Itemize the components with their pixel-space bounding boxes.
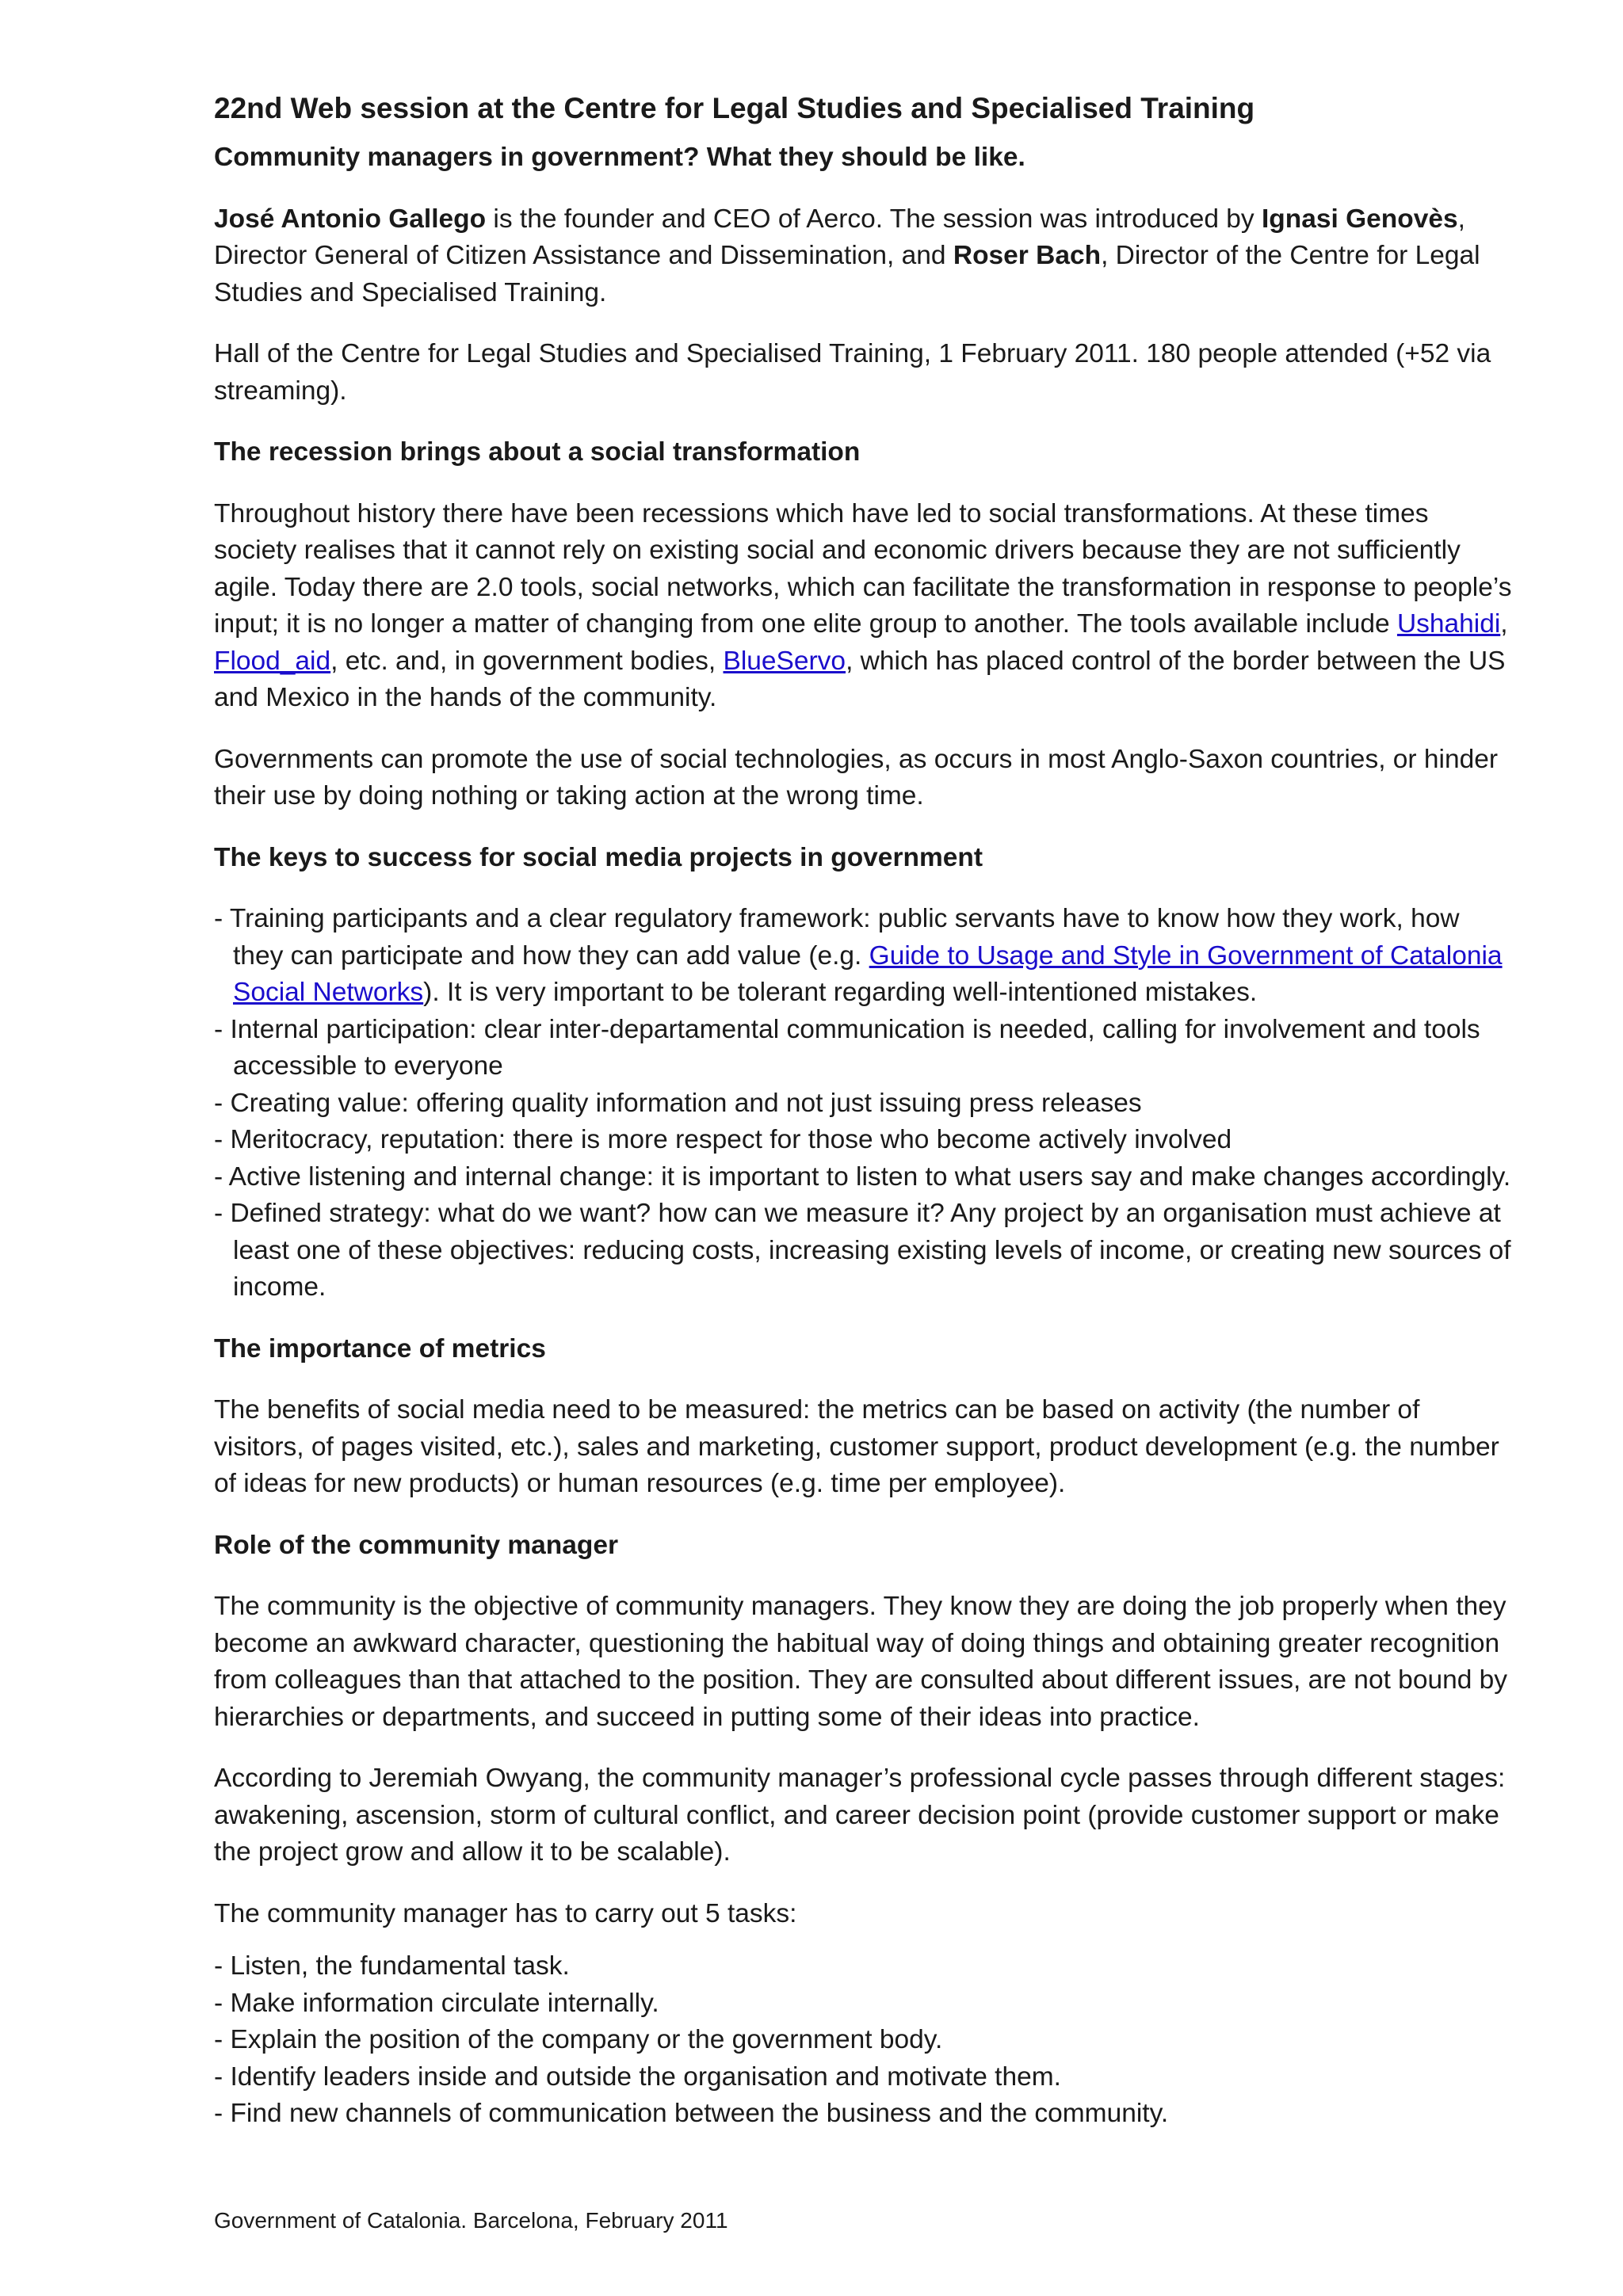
list-item: - Explain the position of the company or the government body.	[214, 2025, 943, 2054]
speaker-description: is the founder and CEO of Aerco. The session was introduced by	[486, 204, 1262, 234]
list-item-text: ). It is very important to be tolerant regarding well-intentioned mistakes.	[423, 978, 1258, 1007]
section-heading-keys-to-success: The keys to success for social media projects in government	[214, 842, 983, 872]
list-item-text: - Training participants and a clear regulatory framework: public servants have to know how they work, how they can participate and how they can add value (e.g.	[214, 904, 1460, 971]
introducer-2-name: Roser Bach	[953, 241, 1102, 270]
recession-text-b: , etc. and, in government bodies,	[330, 646, 724, 676]
intro-paragraph	[214, 201, 1514, 312]
list-item: - Find new channels of communication between the business and the community.	[214, 2099, 1169, 2128]
community-manager-paragraph-2: According to Jeremiah Owyang, the community manager’s professional cycle passes through different stages: awakening, ascension, storm of cultural conflict, and career decision point (provide customer support or make the project grow and allow it to be scalable).	[214, 1764, 1506, 1867]
tasks-list	[214, 1948, 1514, 2133]
link-separator: ,	[1500, 609, 1508, 639]
section-heading-community-manager: Role of the community manager	[214, 1530, 619, 1560]
venue-paragraph: Hall of the Centre for Legal Studies and Specialised Training, 1 February 2011. 180 people attended (+52 via streaming).	[214, 339, 1491, 406]
list-item	[214, 901, 1514, 1012]
introducer-1-name: Ignasi Genovès	[1262, 204, 1458, 234]
document-title: 22nd Web session at the Centre for Legal Studies and Specialised Training	[214, 92, 1255, 124]
section-heading-recession: The recession brings about a social transformation	[214, 437, 861, 467]
community-manager-paragraph-3: The community manager has to carry out 5 tasks:	[214, 1898, 797, 1928]
guide-usage-style-link[interactable]: Guide to Usage and Style in Government of Catalonia Social Networks	[233, 940, 1503, 1007]
community-manager-paragraph-1: The community is the objective of community managers. They know they are doing the job properly when they become an awkward character, questioning the habitual way of doing things and obtaining greater recognition from colleagues than that attached to the position. They are consulted about different issues, are not bound by hierarchies or departments, and succeed in putting some of their ideas into practice.	[214, 1592, 1508, 1732]
speaker-name: José Antonio Gallego	[214, 204, 487, 234]
recession-text-c: , which has placed control of the border between the US and Mexico in the hands of the community.	[214, 646, 1506, 712]
recession-paragraph-2: Governments can promote the use of social technologies, as occurs in most Anglo-Saxon countries, or hinder their use by doing nothing or taking action at the wrong time.	[214, 744, 1499, 810]
document-body	[214, 89, 1514, 2133]
recession-paragraph-1	[214, 496, 1514, 717]
flood-aid-link[interactable]: Flood_aid	[214, 646, 331, 676]
list-item: - Defined strategy: what do we want? how can we measure it? Any project by an organisation must achieve at least one of these objectives: reducing costs, increasing existing levels of income, or creating new sources of income.	[214, 1199, 1511, 1302]
list-item: - Identify leaders inside and outside the organisation and motivate them.	[214, 2061, 1061, 2092]
list-item: - Meritocracy, reputation: there is more respect for those who become actively involved	[214, 1125, 1232, 1154]
recession-text-a: Throughout history there have been recessions which have led to social transformations. At these times society realises that it cannot rely on existing social and economic drivers because they are not sufficiently agile. Today there are 2.0 tools, social networks, which can facilitate the transformation in response to people’s input; it is no longer a matter of changing from one elite group to another. The tools available include	[214, 498, 1512, 639]
document-subtitle: Community managers in government? What they should be like.	[214, 143, 1025, 172]
introducer-1-description: , Director General of Citizen Assistance and Dissemination, and	[214, 204, 1465, 270]
introducer-2-description: , Director of the Centre for Legal Studies and Specialised Training.	[214, 241, 1480, 307]
keys-to-success-list	[214, 901, 1514, 1306]
list-item: - Active listening and internal change: it is important to listen to what users say and make changes accordingly.	[214, 1161, 1511, 1192]
blueservo-link[interactable]: BlueServo	[723, 646, 846, 676]
list-item: - Internal participation: clear inter-departamental communication is needed, calling for involvement and tools accessible to everyone	[214, 1014, 1480, 1081]
list-item: - Make information circulate internally.	[214, 1988, 659, 2018]
page-footer: Government of Catalonia. Barcelona, February 2011	[214, 2208, 728, 2233]
list-item: - Listen, the fundamental task.	[214, 1951, 570, 1981]
section-heading-metrics: The importance of metrics	[214, 1333, 546, 1363]
metrics-paragraph: The benefits of social media need to be measured: the metrics can be based on activity (the number of visitors, of pages visited, etc.), sales and marketing, customer support, product development (e.g. the number of ideas for new products) or human resources (e.g. time per employee).	[214, 1395, 1499, 1498]
ushahidi-link[interactable]: Ushahidi	[1396, 609, 1501, 639]
list-item: - Creating value: offering quality information and not just issuing press releases	[214, 1088, 1142, 1118]
